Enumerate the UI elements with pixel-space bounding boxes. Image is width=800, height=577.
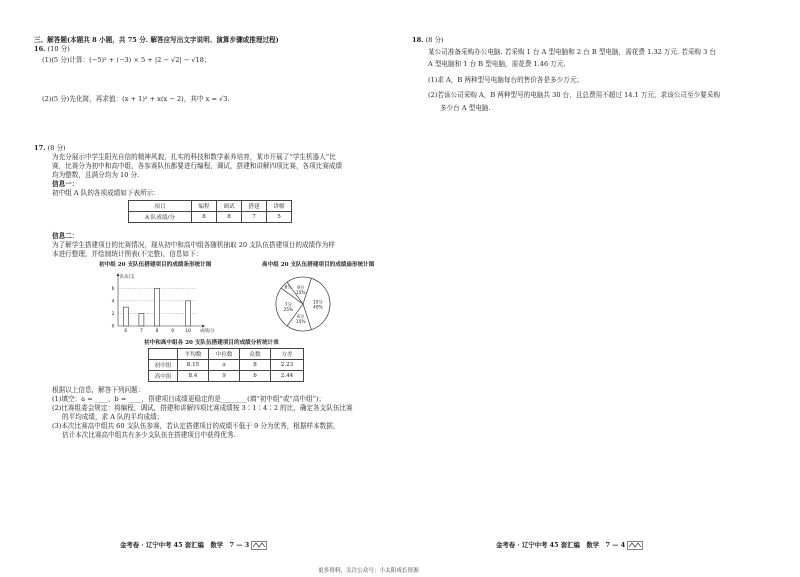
q18-header (412, 36, 444, 44)
q16-part2: (2)(5 分)先化简，再求值：(x + 1)² + x(x − 2)，其中 x = √3. (42, 95, 230, 103)
pie-slice-label: 8分 (284, 285, 292, 291)
bar-chart (104, 268, 224, 336)
pie-slice-percent: 40% (312, 305, 323, 311)
bar (155, 288, 160, 326)
stats-cell: a (209, 360, 240, 371)
pie-slice-percent: 25% (283, 307, 294, 313)
q17-question-2-cont: 的平均成绩，求 A 队的平均成绩； (62, 413, 164, 421)
stats-cell: 初中组 (149, 360, 178, 371)
stats-cell: 2.23 (271, 360, 304, 371)
x-tick-label: 10 (185, 329, 191, 334)
info1-text: 初中组 A 队的各项成绩如下表所示： (52, 189, 160, 197)
q18-question-2: (2)若该公司采购 A，B 两种型号的电脑共 30 台，且总费用不超过 14.1 万元，求该公司至少要采购 (428, 91, 720, 99)
team-a-table-row (129, 212, 292, 223)
q18-question-1: (1)求 A，B 两种型号电脑每台的售价各是多少万元； (428, 76, 584, 84)
q16-header (34, 45, 70, 53)
footer-left (120, 540, 267, 550)
info1-label: 信息一： (52, 180, 79, 188)
stats-header-cell: 众数 (240, 349, 271, 360)
bar (123, 307, 128, 326)
table-cell: 8 (192, 212, 217, 223)
q18-line-1: 某公司准备采购办公电脑. 若采购 1 台 A 型电脑和 2 台 B 型电脑，需花费 1.32 万元. 若采购 3 台 (428, 48, 717, 56)
q16-number: 16. (34, 45, 46, 53)
q16-part1: (1)(5 分)计算：(−5)² + (−3) × 5 + |2 − √2| − √18； (42, 56, 211, 64)
stats-header-cell: 方差 (271, 349, 304, 360)
stats-row-junior (149, 360, 304, 371)
table-cell: 7 (242, 212, 267, 223)
table-cell: A 队成绩/分 (129, 212, 192, 223)
table-cell: 5 (267, 212, 292, 223)
table-header-cell: 项目 (129, 201, 192, 212)
bar-chart-title: 初中组 20 支队伍搭建项目的成绩条形统计图 (99, 262, 212, 268)
y-axis-label: 队伍/支 (120, 275, 135, 280)
q17-points: (8 分) (47, 144, 66, 152)
table-header-cell: 搭建 (242, 201, 267, 212)
footer-right-text: 金考卷 · 辽宁中考 45 套汇编 数学 7 — 4 (496, 541, 626, 549)
bottom-note: 更多资料，关注公众号：小太阳成长资源 (318, 568, 419, 574)
publisher-logo-icon (627, 541, 643, 550)
x-axis-label: 成绩/分 (200, 329, 215, 334)
info2-text-line-1: 为了解学生搭建项目的比赛情况，现从初中和高中组各随机抽取 20 支队伍搭建项目的成绩作为样 (52, 241, 335, 249)
info2-text-line-2: 本进行整理，并绘制统计图表(不完整)，信息如下： (52, 250, 203, 258)
q17-intro-line-3: 均为整数，且满分均为 10 分. (52, 171, 140, 179)
q18-number: 18. (412, 36, 424, 44)
pie-chart (270, 273, 336, 335)
y-tick-label: 4 (111, 299, 115, 305)
x-tick-label: 6 (124, 329, 128, 334)
footer-left-text: 金考卷 · 辽宁中考 45 套汇编 数学 7 — 3 (120, 541, 250, 549)
x-tick-label: 8 (155, 329, 159, 334)
q17-intro-line-1: 为充分展示中学生阳光自信的精神风貌，扎实的科技和数学素养培育，某市开展了“学生机器人”比 (52, 153, 336, 161)
stats-header-row (149, 349, 304, 360)
table-header-cell: 调试 (217, 201, 242, 212)
stats-cell: 8 (240, 360, 271, 371)
q17-question-1: (1)填空：a = ____，b = ____，搭建项目成绩更稳定的是________(填“初中组”或“高中组”)； (52, 395, 326, 403)
stats-table-title: 初中和高中组各 20 支队伍搭建项目的成绩分析统计表 (144, 340, 279, 346)
table-header-cell: 编程 (192, 201, 217, 212)
team-a-table-header-row (129, 201, 292, 212)
y-tick-label: 0 (111, 324, 115, 330)
q18-question-2-cont: 多少台 A 型电脑. (440, 104, 491, 112)
q17-intro-line-2: 赛，比赛分为初中和高中组，各参赛队伍都要进行编程，调试，搭建和讲解四项比赛，各项比赛成绩 (52, 162, 343, 170)
q18-points: (8 分) (425, 36, 444, 44)
stats-cell: 2.44 (271, 371, 304, 382)
pie-slice-percent: 15% (295, 290, 306, 296)
q17-question-3: (3)本次比赛高中组共 60 支队伍参赛，若认定搭建项目的成绩不低于 9 分为优秀，根据样本数据， (52, 422, 340, 430)
stats-cell: 高中组 (149, 371, 178, 382)
q17-question-2: (2)比赛组委会规定：将编程，调试，搭建和讲解四项比赛成绩按 3∶1∶4∶2 的比，确定各支队伍比赛 (52, 404, 353, 412)
pie-slice-label: 7分 (284, 302, 292, 308)
section-header: 三、解答题(本题共 8 小题，共 75 分. 解答应写出文字说明、演算步骤或推理过程) (34, 36, 279, 44)
q17-number: 17. (34, 144, 46, 152)
y-tick-label: 2 (111, 311, 115, 317)
x-tick-label: 7 (140, 329, 143, 334)
q16-points: (10 分) (47, 45, 70, 53)
stats-cell: 8.15 (178, 360, 209, 371)
info2-label: 信息二： (52, 232, 79, 240)
pie-slice-label: 9分 (297, 285, 305, 291)
pie-slice-percent: 15% (295, 320, 306, 326)
pie-slice-label: 6分 (297, 315, 305, 321)
answer-intro: 根据以上信息，解答下列问题： (52, 386, 145, 394)
stats-row-senior (149, 371, 304, 382)
pie-chart-title: 高中组 20 支队伍搭建项目的成绩扇形统计图 (262, 262, 375, 268)
q17-question-3-cont: 估计本次比赛高中组共有多少支队伍在搭建项目中获得优秀. (62, 431, 236, 439)
stats-cell: b (240, 371, 271, 382)
publisher-logo-icon (251, 541, 267, 550)
team-a-score-table (128, 200, 292, 223)
bar (186, 301, 191, 326)
footer-right (496, 540, 643, 550)
x-axis-arrow (202, 325, 205, 328)
stats-header-cell: 平均数 (178, 349, 209, 360)
table-cell: 8 (217, 212, 242, 223)
x-tick-label: 9 (171, 329, 174, 334)
table-header-cell: 讲解 (267, 201, 292, 212)
stats-cell: 9 (209, 371, 240, 382)
stats-cell: 8.4 (178, 371, 209, 382)
q18-line-2: A 型电脑和 1 台 B 型电脑，需花费 1.46 万元. (428, 60, 566, 68)
stats-table (148, 348, 304, 382)
stats-header-cell (149, 349, 178, 360)
q17-header (34, 144, 66, 152)
bar (139, 313, 144, 326)
stats-header-cell: 中位数 (209, 349, 240, 360)
y-tick-label: 6 (111, 286, 115, 292)
pie-slice-label: 10分 (312, 300, 323, 306)
